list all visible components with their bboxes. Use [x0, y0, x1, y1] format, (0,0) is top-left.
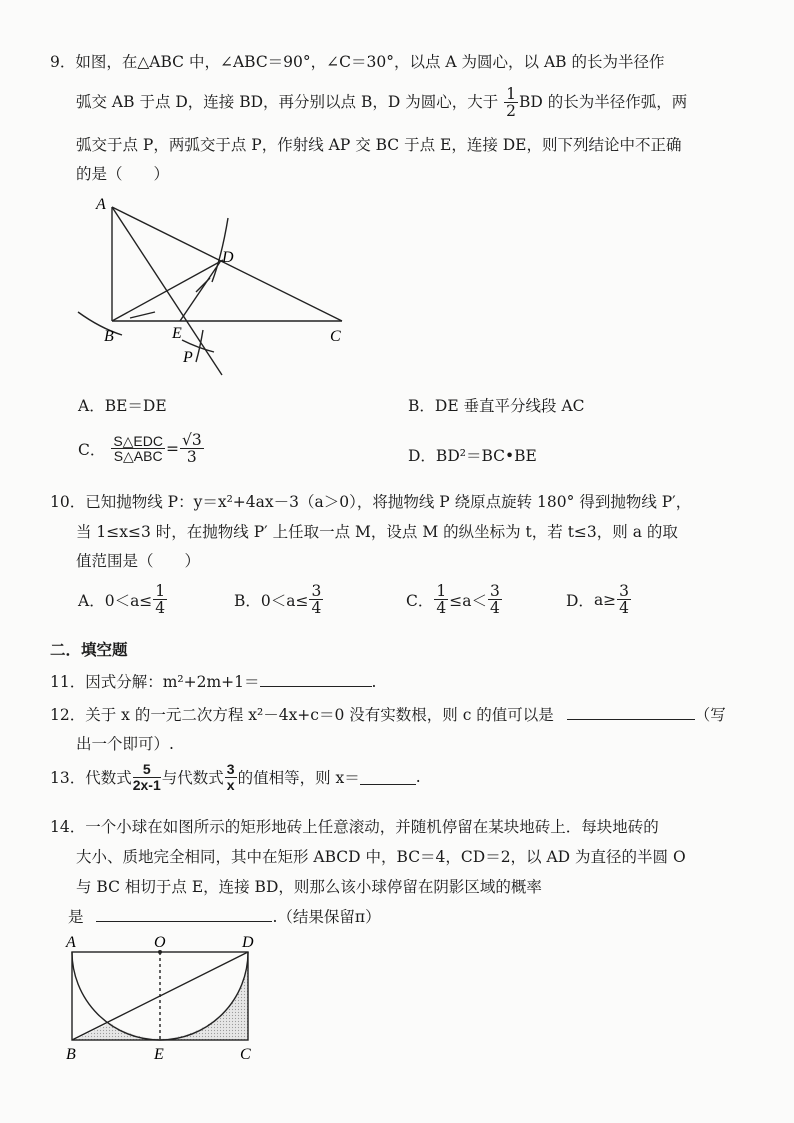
- area-ratio-fraction: [111, 434, 165, 464]
- q14-text-4b: .（结果保留π）: [272, 908, 381, 926]
- label-p: P: [183, 349, 193, 366]
- q10-b-num: 3: [311, 582, 322, 600]
- q11-line: [50, 670, 376, 692]
- q10-b-label: B．: [234, 591, 261, 610]
- q10-option-d: [566, 583, 632, 617]
- label-c: C: [330, 328, 341, 345]
- q10-b-fraction: [309, 583, 323, 617]
- q13-line: [50, 762, 421, 792]
- q13-f1-den: 2x-1: [132, 776, 161, 793]
- q10-c-num2: 3: [489, 582, 500, 600]
- q13-f2-num: 3: [226, 761, 235, 777]
- q10-d-label: D．: [566, 591, 594, 610]
- q13-post: 的值相等，则 x＝: [237, 769, 360, 788]
- q10-c-den2: 4: [489, 599, 500, 618]
- q11-end: .: [371, 673, 377, 691]
- q14-text-3: 与 BC 相切于点 E，连接 BD，则那么该小球停留在阴影区域的概率: [76, 878, 542, 896]
- q12-line1: [50, 703, 726, 725]
- q10-a-den: 4: [155, 599, 166, 618]
- label-b: B: [104, 328, 114, 345]
- q13-end: .: [415, 768, 421, 787]
- q10-c-fraction-2: [488, 583, 502, 617]
- arc-mark-d: [196, 278, 210, 292]
- area-ratio-denominator: S△ABC: [113, 448, 163, 465]
- q10-b-den: 4: [311, 599, 322, 618]
- q9-option-a: A．BE＝DE: [78, 397, 167, 415]
- equals-sign: =: [165, 439, 179, 458]
- option-c-label: C．: [78, 440, 106, 459]
- q10-c-fraction-1: [434, 583, 448, 617]
- fraction-numerator: 1: [506, 85, 517, 103]
- q10-d-den: 4: [619, 599, 630, 618]
- label-a: A: [66, 934, 76, 951]
- label-d: D: [242, 934, 254, 951]
- q10-d-num: 3: [619, 582, 630, 600]
- label-o: O: [154, 934, 166, 951]
- one-half-fraction: [504, 86, 518, 120]
- q14-text-4a: 是: [68, 908, 84, 926]
- q10-text-2: 当 1≤x≤3 时，在抛物线 P′ 上任取一点 M，设点 M 的纵坐标为 t，若 t≤3，则 a 的取: [76, 523, 678, 541]
- label-e: E: [154, 1046, 164, 1063]
- q10-c-label: C．: [406, 591, 434, 610]
- q13-f2-den: x: [226, 776, 235, 793]
- arc-near-b: [78, 312, 122, 335]
- q12-tail: （写: [694, 706, 726, 724]
- q12-text-2: 出一个即可）.: [76, 735, 174, 753]
- q9-option-c: [78, 432, 205, 466]
- sqrt3-numerator: √3: [181, 431, 202, 449]
- q12-answer-blank[interactable]: [567, 705, 695, 720]
- q10-text-1: 已知抛物线 P：y＝x²+4ax－3（a＞0），将抛物线 P 绕原点旋转 180° 得到抛物线 P′，: [85, 493, 692, 511]
- q13-f1-num: 5: [133, 762, 161, 778]
- label-d: D: [222, 249, 234, 266]
- q13-mid: 与代数式: [161, 769, 224, 788]
- q10-c-den1: 4: [436, 599, 447, 618]
- q9-text-2a: 弧交 AB 于点 D，连接 BD，再分别以点 B，D 为圆心，大于: [76, 92, 499, 111]
- q12-text: 12．关于 x 的一元二次方程 x²－4x+c＝0 没有实数根，则 c 的值可以是: [50, 706, 554, 724]
- sqrt3-over-3-fraction: [180, 432, 204, 466]
- q10-b-expr: 0＜a≤: [260, 591, 309, 610]
- section-title: 二．填空题: [50, 640, 128, 659]
- fraction-denominator: 2: [506, 102, 517, 121]
- q9-text-1: 如图，在△ABC 中，∠ABC＝90°，∠C＝30°，以点 A 为圆心，以 AB 的长为半径作: [75, 53, 665, 71]
- q10-option-b: [234, 583, 324, 617]
- q10-a-expr: 0＜a≤: [104, 591, 153, 610]
- q10-text-3: 值范围是（ ）: [76, 552, 201, 570]
- q9-text-4: 的是（ ）: [76, 165, 170, 183]
- q9-triangle-figure: [70, 190, 360, 380]
- q9-text-2b: BD 的长为半径作弧，两: [519, 92, 688, 111]
- q9-text-3: 弧交于点 P，两弧交于点 P，作射线 AP 交 BC 于点 E，连接 DE，则下列结论中不正确: [76, 136, 682, 154]
- arc-mark-b: [130, 312, 155, 318]
- q10-a-label: A．: [78, 591, 105, 610]
- label-b: B: [66, 1046, 76, 1063]
- q10-d-expr: a≥: [593, 590, 617, 609]
- segment-de: [180, 262, 220, 321]
- q10-option-a: [78, 583, 168, 617]
- q9-number: 9．: [50, 53, 76, 71]
- q14-text-2: 大小、质地完全相同，其中在矩形 ABCD 中，BC＝4，CD＝2，以 AD 为直径的半圆 O: [76, 848, 686, 866]
- label-a: A: [96, 196, 106, 213]
- q14-rectangle-figure: [62, 928, 262, 1063]
- q13-answer-blank[interactable]: [360, 770, 416, 785]
- q13-fraction-2: [225, 762, 237, 792]
- q9-option-d: D．BD²＝BC•BE: [408, 447, 537, 465]
- q9-line2: [76, 86, 687, 120]
- q13-fraction-1: [133, 762, 161, 792]
- label-e: E: [172, 325, 182, 342]
- q10-a-num: 1: [155, 582, 166, 600]
- q9-option-b: B．DE 垂直平分线段 AC: [408, 397, 585, 415]
- sqrt3-denominator: 3: [186, 448, 197, 467]
- q10-c-mid: ≤a＜: [449, 591, 487, 610]
- q11-text: 11．因式分解：m²+2m+1＝: [50, 673, 260, 691]
- q10-d-fraction: [617, 583, 631, 617]
- q10-number: 10．: [50, 493, 86, 511]
- q10-a-fraction: [153, 583, 167, 617]
- q14-text-1: 14．一个小球在如图所示的矩形地砖上任意滚动，并随机停留在某块地砖上．每块地砖的: [50, 818, 659, 836]
- area-ratio-numerator: S△EDC: [113, 432, 163, 449]
- q10-c-num1: 1: [436, 582, 447, 600]
- q10-line1: [50, 490, 691, 512]
- q11-answer-blank[interactable]: [260, 672, 372, 687]
- label-c: C: [240, 1046, 251, 1063]
- q14-line4: [68, 905, 381, 927]
- q13-pre: 13．代数式: [50, 769, 132, 788]
- q9-line1: [50, 50, 664, 72]
- q14-answer-blank[interactable]: [96, 907, 272, 922]
- q10-option-c: [406, 583, 503, 617]
